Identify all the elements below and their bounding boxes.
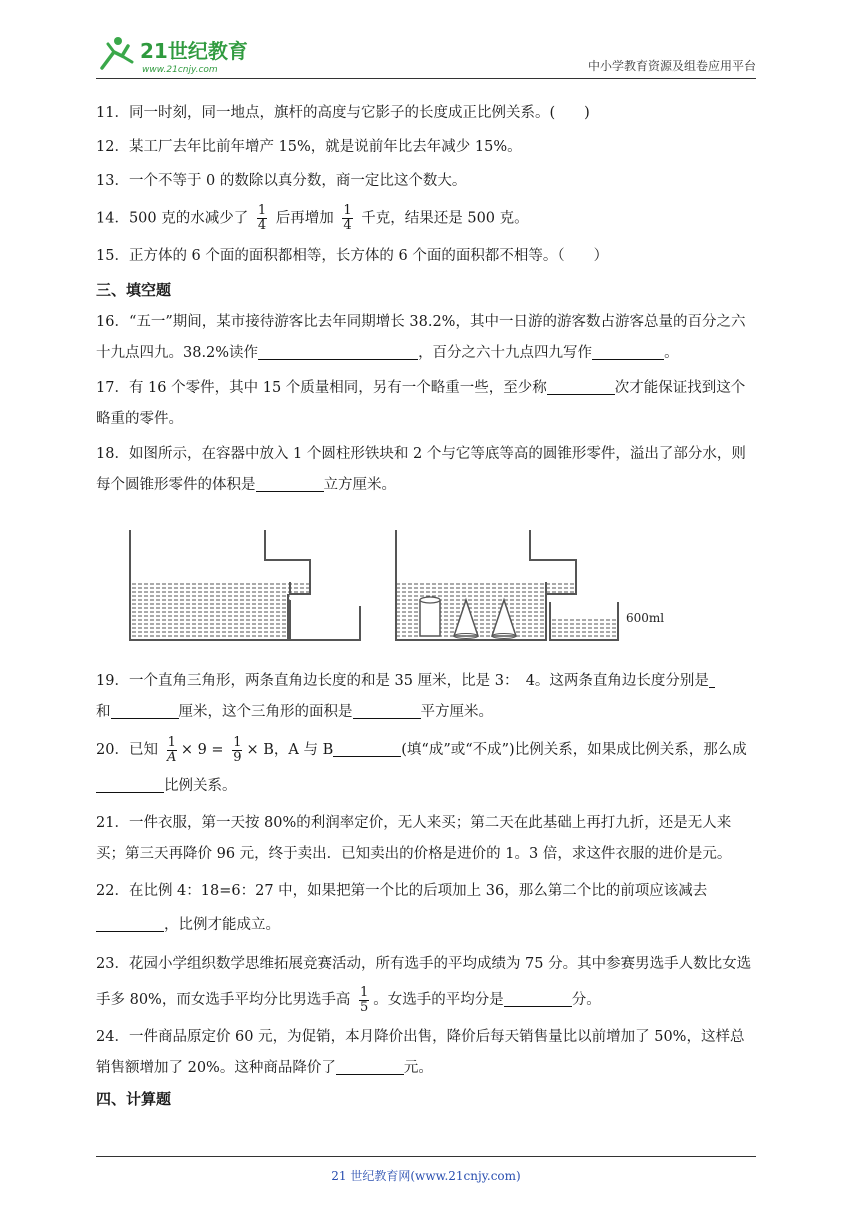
answer-blank[interactable] — [96, 915, 164, 932]
svg-text:21世纪教育: 21世纪教育 — [140, 39, 248, 63]
answer-blank[interactable] — [111, 702, 179, 719]
question-17: 17．有 16 个零件，其中 15 个质量相同，另有一个略重一些，至少称 次才能保证找到这个略重的零件。 — [96, 380, 746, 427]
answer-blank[interactable] — [333, 740, 401, 757]
section-title-calculation: 四、计算题 — [96, 1090, 172, 1108]
q14-part-c: 千克，结果还是 500 克。 — [361, 210, 529, 227]
fraction-one-fifth: $\frac{1}{5}$ — [359, 984, 369, 1015]
answer-blank[interactable] — [709, 671, 715, 688]
fraction-1-over-9: $\frac{1}{9}$ — [233, 734, 242, 765]
answer-blank[interactable] — [256, 475, 324, 492]
question-21: 21．一件衣服，第一天按 80%的利润率定价，无人来买；第二天在此基础上再打九折，还是无人来买；第三天再降价 96 元，终于卖出．已知卖出的价格是进价的 1。3 倍，求这件衣服的进价是元。 — [96, 815, 732, 862]
fraction-1-over-a: $\frac{1}{A}$ — [167, 734, 177, 765]
question-24: 24．一件商品原定价 60 元，为促销，本月降价出售，降价后每天销售量比以前增加了 50%，这样总销售额增加了 20%。这种商品降价了 元。 — [96, 1029, 745, 1076]
fraction-one-quarter: $\frac{1}{4}$ — [257, 203, 267, 233]
question-18: 18．如图所示，在容器中放入 1 个圆柱形铁块和 2 个与它等底等高的圆锥形零件，溢出了部分水，则每个圆锥形零件的体积是 立方厘米。 — [96, 446, 746, 493]
q14-part-b: 后再增加 — [275, 210, 334, 227]
document-body-lower — [96, 666, 756, 1116]
section-title-fill-blank: 三、填空题 — [96, 281, 172, 299]
answer-blank[interactable] — [592, 343, 664, 360]
q14-part-a: 14．500 克的水减少了 — [96, 210, 249, 227]
question-11: 11．同一时刻，同一地点，旗杆的高度与它影子的长度成正比例关系。( ) — [96, 105, 590, 121]
answer-blank[interactable] — [336, 1058, 404, 1075]
svg-text:www.21cnjy.com: www.21cnjy.com — [142, 65, 218, 75]
page-footer: 21 世纪教育网(www.21cnjy.com) — [96, 1156, 756, 1184]
document-body — [96, 102, 756, 505]
logo — [96, 32, 266, 76]
answer-blank[interactable] — [258, 343, 418, 360]
answer-blank[interactable] — [353, 702, 421, 719]
question-15: 15．正方体的 6 个面的面积都相等，长方体的 6 个面的面积都不相等。（ ） — [96, 248, 609, 264]
answer-blank[interactable] — [504, 990, 572, 1007]
question-12: 12．某工厂去年比前年增产 15%，就是说前年比去年减少 15%。 — [96, 139, 522, 155]
platform-name: 中小学教育资源及组卷应用平台 — [587, 59, 756, 73]
page-header — [96, 30, 756, 79]
question-13: 13．一个不等于 0 的数除以真分数，商一定比这个数大。 — [96, 173, 467, 189]
question-20: 20．已知 $\frac{1}{A}$ × 9 = $\frac{1}{9}$ × B，A 与 B (填“成”或“不成”)比例关系，如果成比例关系，那么成比例关系。 — [96, 734, 747, 794]
question-19: 19．一个直角三角形，两条直角边长度的和是 35 厘米，比是 3： 4。这两条直角边长度分别是 和 厘米，这个三角形的面积是 平方厘米。 — [96, 666, 756, 728]
container-figure — [120, 522, 680, 642]
question-16: 16．“五一”期间，某市接待游客比去年同期增长 38.2%，其中一日游的游客数占游客总量的百分之六十九点四九。38.2%读作 ，百分之六十九点四九写作 。 — [96, 314, 746, 361]
question-23: 23．花园小学组织数学思维拓展竞赛活动，所有选手的平均成绩为 75 分。其中参赛男选手人数比女选手多 80%，而女选手平均分比男选手高 $\frac{1}{5}$ 。女选手的平均分是 分。 — [96, 956, 752, 1015]
fraction-one-quarter-2: $\frac{1}{4}$ — [343, 203, 352, 233]
answer-blank[interactable] — [547, 378, 615, 395]
figure-volume-label: 600ml — [626, 611, 665, 625]
question-14 — [96, 204, 756, 233]
question-22: 22．在比例 4：18=6：27 中，如果把第一个比的后项加上 36，那么第二个比的前项应该减去，比例才能成立。 — [96, 883, 708, 933]
answer-blank[interactable] — [96, 776, 164, 793]
